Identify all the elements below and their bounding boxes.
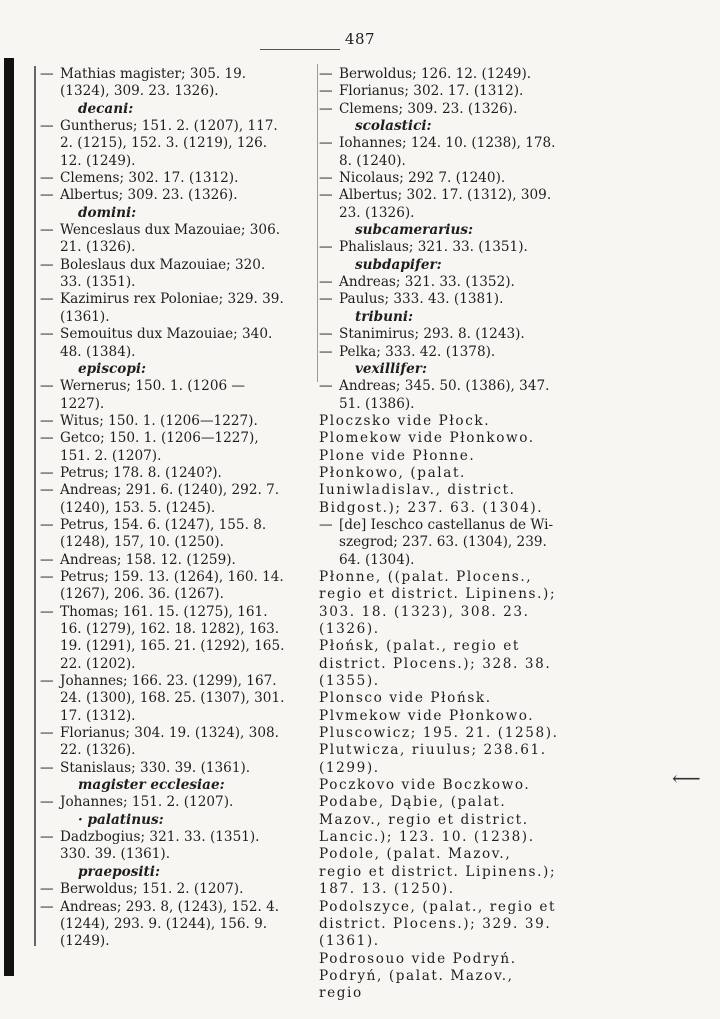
entry-text: Wenceslaus dux Mazouiae; 306. 21. (1326). bbox=[60, 222, 281, 256]
index-entry bbox=[40, 673, 290, 725]
entry-text: Andreas; 321. 33. (1352). bbox=[339, 274, 515, 291]
index-entry bbox=[319, 378, 559, 413]
section-heading: episcopi: bbox=[78, 360, 147, 377]
entry-dash: — bbox=[319, 326, 333, 343]
entry-dash: — bbox=[40, 66, 54, 82]
entry-text: Berwoldus; 126. 12. (1249). bbox=[339, 66, 532, 82]
index-entry bbox=[319, 187, 559, 222]
place-lemma: Podabe, Dąbie, (palat. Mazov., regio et district. Lancic.); 123. 10. (1238). bbox=[319, 794, 535, 846]
entry-dash: — bbox=[40, 568, 54, 585]
entry-text: Florianus; 302. 17. (1312). bbox=[339, 83, 524, 100]
index-entry bbox=[40, 187, 290, 204]
index-entry bbox=[40, 794, 290, 811]
entry-text: Stanislaus; 330. 39. (1361). bbox=[60, 759, 251, 776]
index-entry bbox=[319, 101, 559, 118]
entry-text: Albertus; 302. 17. (1312), 309. 23. (1326). bbox=[339, 187, 552, 221]
entry-dash: — bbox=[40, 551, 54, 568]
entry-dash: — bbox=[40, 256, 54, 273]
entry-dash: — bbox=[40, 464, 54, 481]
place-lemma: Pluscowicz; 195. 21. (1258). bbox=[319, 725, 559, 742]
section-heading: magister ecclesiae: bbox=[78, 777, 225, 794]
entry-text: [de] Ieschco castellanus de Wi- szegrod; 237. 63. (1304), 239. 64. (1304). bbox=[339, 516, 554, 568]
header-rule bbox=[260, 49, 340, 50]
entry-dash: — bbox=[319, 83, 333, 100]
section-heading: praepositi: bbox=[78, 863, 160, 880]
entry-dash: — bbox=[319, 135, 333, 152]
entry-text: Andreas; 291. 6. (1240), 292. 7. (1240), 153. 5. (1245). bbox=[60, 482, 280, 516]
index-entry bbox=[40, 430, 290, 465]
entry-dash: — bbox=[40, 794, 54, 811]
entry-text: Phalislaus; 321. 33. (1351). bbox=[339, 239, 528, 256]
place-lemma: Płońsk, (palat., regio et district. Plocens.); 328. 38. (1355). bbox=[319, 638, 558, 690]
entry-text: Andreas; 158. 12. (1259). bbox=[60, 551, 236, 568]
left-column bbox=[40, 66, 290, 951]
place-lemma: Podrosouo vide Podryń. bbox=[319, 950, 517, 967]
entry-text: Albertus; 309. 23. (1326). bbox=[60, 187, 238, 204]
entry-dash: — bbox=[40, 516, 54, 533]
place-lemma: Podole, (palat. Mazov., regio et district. Lipinens.); 187. 13. (1250). bbox=[319, 846, 563, 898]
entry-dash: — bbox=[319, 170, 333, 187]
index-entry bbox=[319, 344, 559, 361]
index-entry bbox=[40, 829, 290, 864]
entry-dash: — bbox=[319, 66, 333, 82]
entry-dash: — bbox=[40, 430, 54, 447]
entry-text: Florianus; 304. 19. (1324), 308. 22. (1326). bbox=[60, 725, 279, 759]
entry-dash: — bbox=[40, 187, 54, 204]
entry-dash: — bbox=[40, 881, 54, 898]
entry-text: Dadzbogius; 321. 33. (1351). 330. 39. (1361). bbox=[60, 829, 260, 863]
index-entry bbox=[40, 413, 290, 430]
entry-text: Petrus, 154. 6. (1247), 155. 8. (1248), 157, 10. (1250). bbox=[60, 516, 267, 551]
entry-text: Semouitus dux Mazouiae; 340. 48. (1384). bbox=[60, 326, 273, 360]
entry-text: Witus; 150. 1. (1206—1227). bbox=[60, 412, 258, 429]
section-heading: domini: bbox=[78, 204, 137, 221]
index-entry bbox=[319, 517, 559, 569]
index-entry bbox=[319, 239, 559, 256]
page-number: 487 bbox=[344, 30, 376, 48]
entry-dash: — bbox=[40, 829, 54, 846]
index-entry bbox=[319, 170, 559, 187]
entry-text: Johannes; 166. 23. (1299), 167. 24. (1300), 168. 25. (1307), 301. 17. (1312). bbox=[60, 673, 285, 724]
entry-text: Berwoldus; 151. 2. (1207). bbox=[60, 881, 244, 898]
entry-dash: — bbox=[319, 516, 333, 533]
index-entry bbox=[40, 118, 290, 170]
section-heading: · palatinus: bbox=[78, 811, 164, 828]
section-heading: subdapifer: bbox=[355, 256, 442, 273]
place-lemma: Plone vide Płonne. bbox=[319, 447, 476, 464]
entry-text: Mathias magister; 305. 19. (1324), 309. 23. 1326). bbox=[60, 66, 247, 100]
index-entry bbox=[40, 482, 290, 517]
index-entry bbox=[40, 552, 290, 569]
entry-text: Guntherus; 151. 2. (1207), 117. 2. (1215), 152. 3. (1219), 126. 12. (1249). bbox=[60, 118, 278, 169]
scan-edge-bar bbox=[4, 58, 14, 976]
place-lemma: Ploczsko vide Płock. bbox=[319, 412, 491, 429]
index-entry bbox=[319, 83, 559, 100]
entry-text: Boleslaus dux Mazouiae; 320. 33. (1351). bbox=[60, 256, 266, 291]
index-entry bbox=[40, 326, 290, 361]
entry-dash: — bbox=[319, 100, 333, 117]
entry-dash: — bbox=[319, 187, 333, 204]
entry-text: Thomas; 161. 15. (1275), 161. 16. (1279), 162. 18. 1282), 163. 19. (1291), 165. 21. (1292), 165. 22. (1202). bbox=[60, 603, 285, 672]
index-entry bbox=[40, 604, 290, 673]
entry-text: Johannes; 151. 2. (1207). bbox=[60, 794, 234, 811]
entry-text: Andreas; 293. 8, (1243), 152. 4. (1244), 293. 9. (1244), 156. 9. (1249). bbox=[60, 898, 280, 950]
entry-text: Andreas; 345. 50. (1386), 347. 51. (1386). bbox=[339, 378, 550, 412]
index-entry bbox=[40, 517, 290, 552]
margin-arrow-icon: ⟵ bbox=[672, 766, 701, 790]
place-lemma: Plvmekow vide Płonkowo. bbox=[319, 707, 535, 724]
index-entry bbox=[40, 760, 290, 777]
index-entry bbox=[40, 222, 290, 257]
index-entry bbox=[319, 274, 559, 291]
column-divider bbox=[317, 64, 318, 382]
index-entry bbox=[40, 465, 290, 482]
entry-dash: — bbox=[40, 378, 54, 395]
entry-text: Petrus; 178. 8. (1240?). bbox=[60, 464, 222, 481]
right-column bbox=[319, 66, 563, 1003]
place-lemma: Podryń, (palat. Mazov., regio bbox=[319, 967, 520, 1002]
scan-edge-line bbox=[34, 66, 36, 946]
entry-text: Stanimirus; 293. 8. (1243). bbox=[339, 326, 525, 343]
entry-dash: — bbox=[40, 482, 54, 499]
index-entry bbox=[40, 378, 290, 413]
index-entry bbox=[319, 326, 559, 343]
place-lemma: Podolszyce, (palat., regio et district. Plocens.); 329. 39. (1361). bbox=[319, 898, 563, 950]
index-entry bbox=[40, 257, 290, 292]
place-lemma: Poczkovo vide Boczkowo. bbox=[319, 777, 531, 794]
entry-text: Nicolaus; 292 7. (1240). bbox=[339, 170, 506, 187]
index-entry bbox=[319, 66, 559, 83]
entry-dash: — bbox=[40, 759, 54, 776]
entry-dash: — bbox=[40, 222, 54, 239]
entry-dash: — bbox=[319, 343, 333, 360]
section-heading: subcamerarius: bbox=[355, 222, 474, 239]
entry-dash: — bbox=[40, 898, 54, 915]
index-entry bbox=[40, 569, 290, 604]
entry-dash: — bbox=[40, 603, 54, 620]
entry-dash: — bbox=[40, 326, 54, 343]
index-entry bbox=[40, 881, 290, 898]
entry-dash: — bbox=[40, 118, 54, 135]
index-entry bbox=[40, 899, 290, 951]
index-entry bbox=[40, 66, 290, 101]
entry-dash: — bbox=[319, 378, 333, 395]
entry-dash: — bbox=[40, 673, 54, 690]
place-lemma: Plonsco vide Płońsk. bbox=[319, 690, 492, 707]
entry-dash: — bbox=[40, 725, 54, 742]
place-lemma: Płonne, ((palat. Plocens., regio et district. Lipinens.); 303. 18. (1323), 308. 23. (1326). bbox=[319, 568, 563, 637]
entry-text: Paulus; 333. 43. (1381). bbox=[339, 291, 504, 308]
entry-text: Clemens; 309. 23. (1326). bbox=[339, 100, 518, 117]
entry-text: Pelka; 333. 42. (1378). bbox=[339, 343, 496, 360]
entry-text: Petrus; 159. 13. (1264), 160. 14. (1267), 206. 36. (1267). bbox=[60, 568, 284, 603]
section-heading: scolastici: bbox=[355, 118, 432, 135]
place-lemma: Płonkowo, (palat. Iuniwladislav., district. Bidgost.); 237. 63. (1304). bbox=[319, 464, 544, 516]
section-heading: tribuni: bbox=[355, 308, 414, 325]
entry-text: Getco; 150. 1. (1206—1227), 151. 2. (1207). bbox=[60, 430, 259, 464]
section-heading: decani: bbox=[78, 100, 134, 117]
entry-text: Clemens; 302. 17. (1312). bbox=[60, 170, 239, 187]
entry-dash: — bbox=[40, 412, 54, 429]
entry-dash: — bbox=[40, 170, 54, 187]
place-lemma: Plutwicza, riuulus; 238.61.(1299). bbox=[319, 742, 547, 776]
entry-dash: — bbox=[319, 239, 333, 256]
index-entry bbox=[40, 170, 290, 187]
index-entry bbox=[40, 291, 290, 326]
entry-text: Kazimirus rex Poloniae; 329. 39. (1361). bbox=[60, 291, 284, 325]
entry-dash: — bbox=[319, 291, 333, 308]
entry-text: Iohannes; 124. 10. (1238), 178. 8. (1240). bbox=[339, 135, 556, 169]
entry-dash: — bbox=[40, 291, 54, 308]
index-entry bbox=[319, 135, 559, 170]
index-entry bbox=[40, 725, 290, 760]
place-lemma: Plomekow vide Płonkowo. bbox=[319, 430, 535, 447]
index-entry bbox=[319, 291, 559, 308]
section-heading: vexillifer: bbox=[355, 360, 427, 377]
entry-text: Wernerus; 150. 1. (1206 — 1227). bbox=[60, 378, 246, 412]
entry-dash: — bbox=[319, 274, 333, 291]
